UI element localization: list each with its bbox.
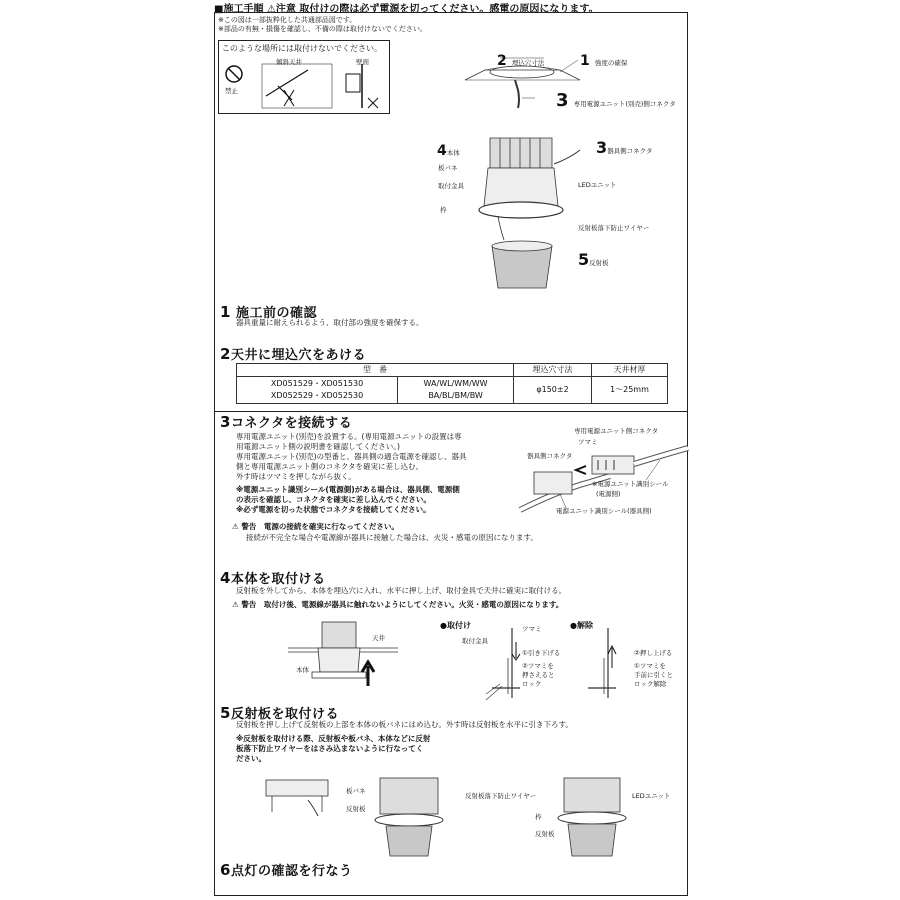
section1-body: 器具重量に耐えられるよう、取付部の強度を確保する。 <box>236 318 424 327</box>
section5-heading: 5反射板を取付ける <box>220 704 339 722</box>
section3-heading: 3コネクタを接続する <box>220 413 353 431</box>
pull-knob-label: ①ツマミを 手前に引くと ロック解除 <box>634 662 673 688</box>
wire-label-2: 反射板落下防止ワイヤー <box>465 792 537 800</box>
prohibition-diagram <box>222 60 392 116</box>
section4-heading: 4本体を取付ける <box>220 569 326 587</box>
reflector-label: 反射板 <box>346 805 366 813</box>
release-label: ●解除 <box>570 621 593 630</box>
reflector-label-2: 反射板 <box>535 830 555 838</box>
model-1: XD051529・XD051530 <box>270 379 364 388</box>
mounting-bracket-label: 取付金具 <box>438 182 464 190</box>
section4-warning: ⚠ 警告 取付け後、電源線が器具に触れないようにしてください。火災・感電の原因になります。 <box>232 600 564 609</box>
table-row <box>237 377 668 404</box>
prohibit-icon <box>226 66 242 82</box>
seal-power-label: ※電源ユニット識別シール <box>592 480 669 488</box>
section5-notes: ※反射板を取付ける際、反射板や板バネ、本体などに反射 板落下防止ワイヤーをはさみ込まないように行なってく ださい。 <box>236 734 431 763</box>
ceiling-thickness: 1〜25mm <box>591 377 667 404</box>
led-label-2: LEDユニット <box>632 792 671 800</box>
attach-label: ●取付け <box>440 621 471 630</box>
section3-warning: ⚠ 警告 電源の接続を確実に行なってください。 <box>232 522 399 531</box>
section3-warning-detail: 接続が不完全な場合や電源線が器具に接触した場合は、火災・感電の原因になります。 <box>246 533 538 542</box>
model-2: XD052529・XD052530 <box>270 391 364 400</box>
header-thickness: 天井材厚 <box>591 364 667 377</box>
slope-figure <box>262 64 332 108</box>
section2-heading: 2天井に埋込穴をあける <box>220 345 366 363</box>
plate-spring-label-2: 板バネ <box>346 787 366 795</box>
hole-size: φ150±2 <box>514 377 592 404</box>
power-connector-label: 専用電源ユニット側コネクタ <box>574 427 659 435</box>
fixture-body <box>484 168 558 206</box>
colors-2: BA/BL/BM/BW <box>428 391 483 400</box>
reflector <box>492 246 552 288</box>
section3-notes: ※電源ユニット識別シール(電源側)がある場合は、器具側、電源側 の表示を確認し、コネクタを確実に差し込んでください。 ※必ず電源を切った状態でコネクタを接続してください。 <box>236 485 460 514</box>
item4-marker: 4本体 <box>437 143 460 159</box>
fixture-frame <box>479 202 563 218</box>
fixture-exploded-diagram <box>470 128 580 298</box>
spec-table <box>236 363 668 404</box>
section6-heading: 6点灯の確認を行なう <box>220 861 353 879</box>
item2-marker: 2 埋込穴寸法 <box>497 53 545 69</box>
prohibit-label: 禁止 <box>225 87 238 95</box>
seal-fixture-label: 電源ユニット識別シール(器具側) <box>556 507 652 515</box>
frame-label: 枠 <box>440 206 447 214</box>
led-unit-label: LEDユニット <box>578 181 617 189</box>
header-hole: 埋込穴寸法 <box>514 364 592 377</box>
section4-body: 反射板を外してから、本体を埋込穴に入れ、水平に押し上げ、取付金具で天井に確実に取付ける。 <box>236 586 567 595</box>
header-caution: ■施工手順 ⚠注意 取付けの際は必ず電源を切ってください。感電の原因になります。 <box>214 4 599 15</box>
seal-power-sub-label: (電源側) <box>596 490 621 498</box>
note-2: ※部品の有無・損傷を確認し、不備の際は取付けないでください。 <box>218 25 427 33</box>
insert-arrow-icon <box>576 466 586 474</box>
pull-down-label: ①引き下げる <box>522 649 561 657</box>
ceiling-label: 天井 <box>372 634 385 642</box>
warning-box-title: このような場所には取付けないでください。 <box>222 44 382 53</box>
heatsink <box>490 138 552 168</box>
table-header-row <box>237 364 668 377</box>
item3-marker: 3 専用電源ユニット(別売)側コネクタ <box>556 90 676 111</box>
colors-1: WA/WL/WM/WW <box>423 379 488 388</box>
section3-body: 専用電源ユニット(別売)を設置する。(専用電源ユニットの設置は専 用電源ユニット側の説明書を確認してください。) 専用電源ユニット(別売)の型番と、器具側の適合電源を確認し、器具 側と専用電源ユニット側のコネクタを確実に差し込む。 外す時はツマミを押しながら抜く。 <box>236 432 467 481</box>
reflector-result-diagram <box>552 772 632 862</box>
wall-label: 壁面 <box>356 58 369 66</box>
note-1: ※この図は一部抜粋化した共通部品図です。 <box>218 16 357 24</box>
wire-label: 反射板落下防止ワイヤー <box>578 224 650 232</box>
bracket-label: 取付金具 <box>462 637 488 645</box>
knob-label: ツマミ <box>578 438 598 446</box>
section1-heading: 1 施工前の確認 <box>220 303 317 321</box>
press-label: ②ツマミを 押さえると ロック <box>522 662 555 688</box>
header-model: 型 番 <box>237 364 514 377</box>
frame-label-2: 枠 <box>535 813 542 821</box>
attach-release-diagram <box>472 628 682 700</box>
item3b-marker: 3器具側コネクタ <box>596 138 653 157</box>
body-install-diagram <box>288 616 398 696</box>
push-up-label: ②押し上げる <box>634 649 673 657</box>
section5-body: 反射板を押し上げて反射板の上部を本体の板バネにはめ込む。外す時は反射板を水平に引き下ろす。 <box>236 720 573 729</box>
fixture-connector-label: 器具側コネクタ <box>527 452 573 460</box>
fixture-connector <box>534 472 572 494</box>
slope-label: 傾斜天井 <box>276 58 302 66</box>
plate-spring-label: 板バネ <box>438 164 458 172</box>
item1-marker: 1 強度の確保 <box>580 53 628 69</box>
knob-label-2: ツマミ <box>522 625 542 633</box>
body-label: 本体 <box>296 666 309 674</box>
item5-marker: 5反射板 <box>578 250 609 269</box>
